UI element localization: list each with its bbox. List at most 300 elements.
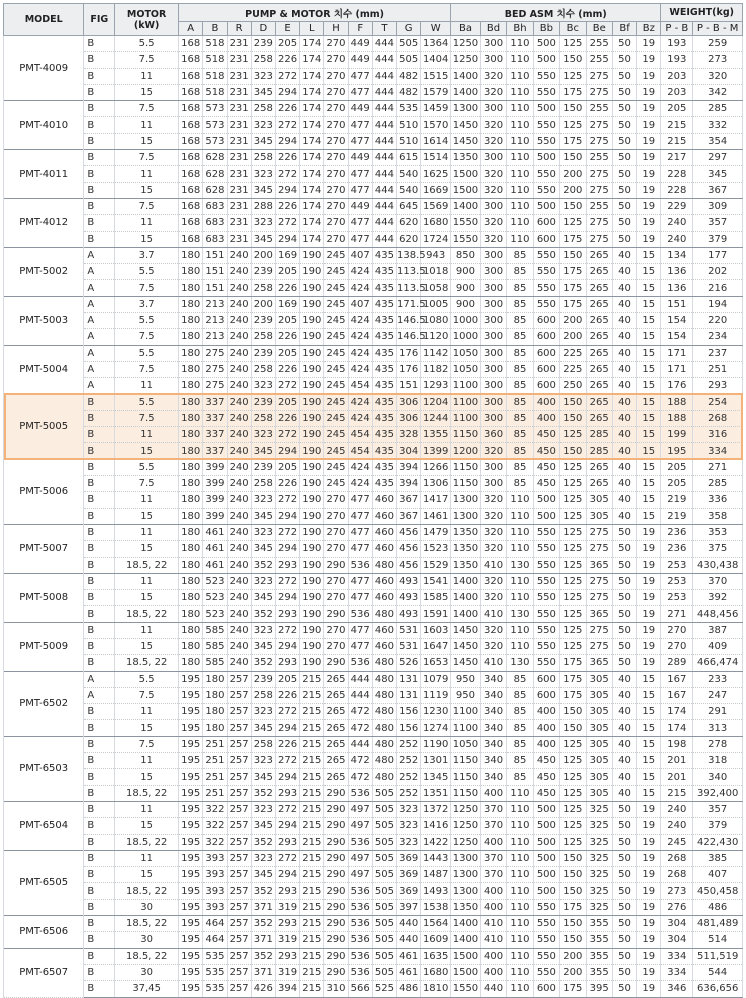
motor-cell: 7.5 [115,101,179,117]
value-cell: 168 [179,198,203,214]
value-cell: 379 [693,818,743,834]
value-cell: 85 [507,345,533,361]
value-cell: 481,489 [693,916,743,932]
value-cell: 215 [300,736,324,752]
fig-cell: B [84,932,115,948]
value-cell: 275 [586,573,612,589]
value-cell: 257 [227,867,251,883]
value-cell: 175 [560,899,586,915]
value-cell: 268 [661,867,693,883]
value-cell: 245 [324,443,348,459]
fig-cell: B [84,753,115,769]
value-cell: 188 [661,410,693,426]
value-cell: 320 [480,166,506,182]
value-cell: 50 [612,524,636,540]
motor-cell: 18.5, 22 [115,557,179,573]
value-cell: 40 [612,345,636,361]
value-cell: 136 [661,280,693,296]
value-cell: 272 [275,801,299,817]
value-cell: 231 [227,52,251,68]
value-cell: 323 [251,704,275,720]
value-cell: 168 [179,68,203,84]
value-cell: 40 [612,720,636,736]
value-cell: 200 [251,247,275,263]
value-cell: 110 [507,117,533,133]
value-cell: 245 [324,361,348,377]
value-cell: 226 [275,736,299,752]
value-cell: 1293 [421,378,451,394]
value-cell: 319 [275,899,299,915]
value-cell: 400 [533,704,559,720]
value-cell: 1523 [421,541,451,557]
value-cell: 245 [324,394,348,410]
value-cell: 215 [300,964,324,980]
value-cell: 683 [203,198,227,214]
value-cell: 450 [533,459,559,475]
value-cell: 176 [397,345,421,361]
value-cell: 213 [203,313,227,329]
value-cell: 226 [275,101,299,117]
value-cell: 253 [661,573,693,589]
value-cell: 460 [372,590,396,606]
value-cell: 435 [372,296,396,312]
value-cell: 323 [251,117,275,133]
value-cell: 493 [397,573,421,589]
value-cell: 523 [203,590,227,606]
value-cell: 435 [372,394,396,410]
value-cell: 125 [560,834,586,850]
value-cell: 240 [227,655,251,671]
value-cell: 320 [480,443,506,459]
table-row [4,198,743,214]
value-cell: 245 [324,313,348,329]
value-cell: 322 [203,801,227,817]
spec-table-container [3,3,743,998]
value-cell: 573 [203,117,227,133]
model-cell: PMT-5003 [4,296,84,345]
value-cell: 215 [300,785,324,801]
value-cell: 85 [507,427,533,443]
value-cell: 450 [533,427,559,443]
value-cell: 110 [507,133,533,149]
value-cell: 171.5 [397,296,421,312]
value-cell: 358 [693,508,743,524]
value-cell: 175 [560,84,586,100]
value-cell: 636,656 [693,981,743,997]
value-cell: 1493 [421,883,451,899]
value-cell: 146.5 [397,313,421,329]
fig-cell: B [84,899,115,915]
motor-cell: 7.5 [115,280,179,296]
value-cell: 371 [251,899,275,915]
value-cell: 272 [275,524,299,540]
value-cell: 550 [533,133,559,149]
value-cell: 536 [348,655,372,671]
value-cell: 19 [637,638,661,654]
value-cell: 270 [324,215,348,231]
value-cell: 125 [560,492,586,508]
value-cell: 1416 [421,818,451,834]
value-cell: 346 [661,981,693,997]
value-cell: 320 [480,622,506,638]
value-cell: 357 [693,215,743,231]
value-cell: 240 [227,606,251,622]
value-cell: 50 [612,101,636,117]
value-cell: 1400 [451,84,481,100]
value-cell: 345 [251,84,275,100]
fig-cell: B [84,541,115,557]
value-cell: 293 [275,883,299,899]
value-cell: 393 [203,899,227,915]
model-cell: PMT-6507 [4,948,84,997]
value-cell: 1500 [451,182,481,198]
value-cell: 19 [637,117,661,133]
value-cell: 1301 [421,753,451,769]
value-cell: 215 [300,671,324,687]
fig-cell: B [84,427,115,443]
value-cell: 50 [612,541,636,557]
value-cell: 110 [507,834,533,850]
table-row [4,443,743,459]
value-cell: 226 [275,52,299,68]
value-cell: 275 [586,84,612,100]
value-cell: 50 [612,52,636,68]
value-cell: 174 [300,150,324,166]
value-cell: 293 [275,916,299,932]
value-cell: 110 [507,818,533,834]
value-cell: 110 [507,801,533,817]
value-cell: 180 [179,492,203,508]
value-cell: 480 [372,720,396,736]
value-cell: 113.5 [397,280,421,296]
value-cell: 370 [480,818,506,834]
table-row [4,215,743,231]
value-cell: 1274 [421,720,451,736]
value-cell: 320 [480,590,506,606]
value-cell: 240 [661,215,693,231]
fig-cell: B [84,133,115,149]
value-cell: 290 [324,899,348,915]
value-cell: 19 [637,850,661,866]
column-header: F [348,22,372,36]
value-cell: 531 [397,622,421,638]
value-cell: 15 [637,443,661,459]
value-cell: 125 [560,785,586,801]
value-cell: 258 [251,329,275,345]
value-cell: 15 [637,671,661,687]
value-cell: 195 [179,899,203,915]
value-cell: 450 [533,476,559,492]
value-cell: 460 [372,508,396,524]
value-cell: 536 [348,557,372,573]
value-cell: 450 [533,785,559,801]
table-row [4,622,743,638]
value-cell: 600 [533,361,559,377]
value-cell: 272 [275,622,299,638]
value-cell: 1635 [421,948,451,964]
value-cell: 150 [560,704,586,720]
value-cell: 535 [203,948,227,964]
value-cell: 449 [348,101,372,117]
value-cell: 125 [560,590,586,606]
value-cell: 265 [324,704,348,720]
value-cell: 125 [560,476,586,492]
value-cell: 1351 [421,785,451,801]
value-cell: 1570 [421,117,451,133]
value-cell: 190 [300,264,324,280]
value-cell: 169 [275,247,299,263]
value-cell: 270 [324,182,348,198]
value-cell: 500 [533,36,559,52]
value-cell: 444 [372,231,396,247]
value-cell: 497 [348,850,372,866]
value-cell: 435 [372,443,396,459]
value-cell: 125 [560,753,586,769]
value-cell: 454 [348,427,372,443]
value-cell: 234 [693,329,743,345]
value-cell: 171 [661,361,693,377]
value-cell: 550 [533,573,559,589]
value-cell: 275 [586,68,612,84]
table-row [4,981,743,997]
value-cell: 19 [637,101,661,117]
value-cell: 110 [507,166,533,182]
value-cell: 1443 [421,850,451,866]
value-cell: 175 [560,280,586,296]
value-cell: 150 [560,52,586,68]
value-cell: 15 [637,492,661,508]
value-cell: 482 [397,68,421,84]
value-cell: 550 [533,590,559,606]
value-cell: 340 [480,671,506,687]
value-cell: 257 [227,981,251,997]
value-cell: 151 [661,296,693,312]
value-cell: 585 [203,655,227,671]
value-cell: 154 [661,329,693,345]
value-cell: 168 [179,215,203,231]
value-cell: 265 [586,476,612,492]
value-cell: 19 [637,573,661,589]
value-cell: 150 [560,394,586,410]
value-cell: 40 [612,361,636,377]
value-cell: 480 [372,687,396,703]
table-row [4,687,743,703]
column-header: W [421,22,451,36]
value-cell: 168 [179,150,203,166]
value-cell: 305 [586,671,612,687]
value-cell: 40 [612,427,636,443]
fig-cell: B [84,736,115,752]
value-cell: 500 [533,198,559,214]
value-cell: 239 [251,394,275,410]
value-cell: 518 [203,52,227,68]
fig-cell: B [84,964,115,980]
pump-motor-header: PUMP & MOTOR 치수 (mm) [179,4,451,22]
value-cell: 290 [324,655,348,671]
value-cell: 345 [251,769,275,785]
table-row [4,231,743,247]
value-cell: 175 [560,231,586,247]
value-cell: 270 [324,590,348,606]
value-cell: 305 [586,687,612,703]
value-cell: 444 [372,150,396,166]
table-row [4,524,743,540]
value-cell: 461 [203,557,227,573]
value-cell: 392 [693,590,743,606]
column-header: G [397,22,421,36]
value-cell: 257 [227,818,251,834]
value-cell: 477 [348,68,372,84]
value-cell: 194 [693,296,743,312]
value-cell: 645 [397,198,421,214]
value-cell: 50 [612,231,636,247]
value-cell: 258 [251,410,275,426]
table-row [4,899,743,915]
value-cell: 460 [372,492,396,508]
value-cell: 535 [397,101,421,117]
value-cell: 566 [348,981,372,997]
table-row [4,329,743,345]
value-cell: 370 [480,801,506,817]
value-cell: 240 [227,541,251,557]
value-cell: 300 [480,361,506,377]
value-cell: 217 [661,150,693,166]
column-header: D [251,22,275,36]
motor-cell: 15 [115,590,179,606]
value-cell: 472 [348,753,372,769]
value-cell: 19 [637,541,661,557]
model-cell: PMT-5007 [4,524,84,573]
value-cell: 110 [507,182,533,198]
value-cell: 240 [227,345,251,361]
value-cell: 174 [300,52,324,68]
value-cell: 110 [507,52,533,68]
value-cell: 345 [251,818,275,834]
value-cell: 600 [533,671,559,687]
value-cell: 236 [661,541,693,557]
value-cell: 316 [693,427,743,443]
motor-cell: 30 [115,899,179,915]
value-cell: 393 [203,883,227,899]
table-body [4,36,743,998]
value-cell: 180 [179,247,203,263]
value-cell: 258 [251,150,275,166]
value-cell: 240 [227,508,251,524]
table-row [4,753,743,769]
value-cell: 213 [203,296,227,312]
value-cell: 505 [372,916,396,932]
value-cell: 15 [637,394,661,410]
motor-cell: 15 [115,182,179,198]
value-cell: 240 [227,378,251,394]
value-cell: 393 [203,850,227,866]
value-cell: 270 [324,117,348,133]
motor-cell: 7.5 [115,361,179,377]
value-cell: 190 [300,427,324,443]
value-cell: 1150 [451,769,481,785]
value-cell: 435 [372,264,396,280]
fig-cell: B [84,459,115,475]
value-cell: 480 [372,671,396,687]
motor-cell: 7.5 [115,687,179,703]
value-cell: 174 [661,720,693,736]
column-header: Ba [451,22,481,36]
value-cell: 410 [480,916,506,932]
value-cell: 195 [179,932,203,948]
value-cell: 1450 [451,638,481,654]
value-cell: 19 [637,198,661,214]
value-cell: 228 [661,166,693,182]
value-cell: 15 [637,280,661,296]
value-cell: 1514 [421,150,451,166]
value-cell: 215 [300,948,324,964]
value-cell: 19 [637,606,661,622]
value-cell: 180 [203,671,227,687]
value-cell: 435 [372,329,396,345]
value-cell: 85 [507,753,533,769]
value-cell: 525 [372,981,396,997]
value-cell: 270 [324,492,348,508]
value-cell: 231 [227,231,251,247]
value-cell: 215 [300,720,324,736]
value-cell: 156 [397,720,421,736]
value-cell: 300 [480,296,506,312]
model-cell: PMT-5005 [4,394,84,459]
value-cell: 156 [397,704,421,720]
value-cell: 305 [586,508,612,524]
fig-cell: A [84,378,115,394]
value-cell: 1350 [451,524,481,540]
value-cell: 130 [507,655,533,671]
value-cell: 449 [348,36,372,52]
value-cell: 550 [533,899,559,915]
value-cell: 174 [300,133,324,149]
value-cell: 270 [324,52,348,68]
value-cell: 231 [227,198,251,214]
value-cell: 195 [179,964,203,980]
value-cell: 345 [251,182,275,198]
value-cell: 240 [661,818,693,834]
value-cell: 265 [586,280,612,296]
value-cell: 198 [661,736,693,752]
value-cell: 357 [693,801,743,817]
value-cell: 400 [533,720,559,736]
value-cell: 535 [203,981,227,997]
value-cell: 270 [661,638,693,654]
value-cell: 323 [251,801,275,817]
value-cell: 449 [348,52,372,68]
value-cell: 435 [372,378,396,394]
bed-asm-header: BED ASM 치수 (mm) [451,4,661,22]
value-cell: 480 [372,606,396,622]
value-cell: 550 [533,166,559,182]
model-cell: PMT-4011 [4,150,84,199]
value-cell: 180 [179,329,203,345]
fig-cell: A [84,247,115,263]
value-cell: 15 [637,785,661,801]
value-cell: 150 [560,850,586,866]
fig-cell: B [84,916,115,932]
value-cell: 85 [507,410,533,426]
value-cell: 585 [203,638,227,654]
value-cell: 257 [227,801,251,817]
value-cell: 275 [586,231,612,247]
value-cell: 400 [533,394,559,410]
value-cell: 40 [612,753,636,769]
value-cell: 306 [397,394,421,410]
fig-cell: B [84,557,115,573]
value-cell: 85 [507,247,533,263]
